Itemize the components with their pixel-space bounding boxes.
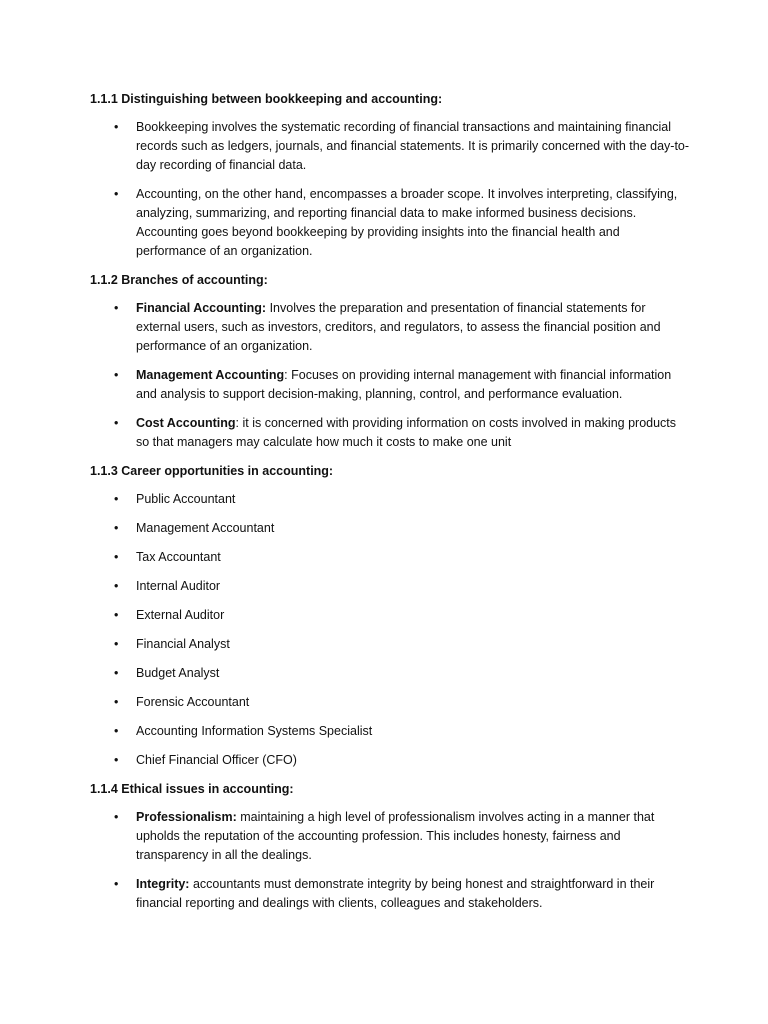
bullet-icon: • [114, 724, 119, 738]
bullet-icon: • [114, 416, 119, 430]
item-term: Management Accounting [136, 368, 285, 382]
item-text: : it is concerned with providing information on costs involved in making products so that managers may calculate how much it costs to make one unit [136, 416, 677, 449]
bullet-icon: • [114, 753, 119, 767]
bullet-icon: • [114, 666, 119, 680]
item-text: accountants must demonstrate integrity by being honest and straightforward in their financial reporting and dealings with clients, colleagues and stakeholders. [136, 877, 655, 910]
list-item [90, 185, 690, 261]
bullet-icon: • [114, 579, 119, 593]
list-item [90, 722, 690, 741]
bullet-icon: • [114, 637, 119, 651]
bullet-icon: • [114, 368, 119, 382]
section-heading: 1.1.1 Distinguishing between bookkeeping and accounting: [90, 92, 443, 106]
list-item [90, 693, 690, 712]
list-item [90, 635, 690, 654]
item-text: maintaining a high level of professionalism involves acting in a manner that upholds the reputation of the accounting profession. This includes honesty, fairness and transparency in all the dealings. [136, 810, 655, 862]
item-text: External Auditor [136, 608, 225, 622]
document-page [90, 90, 690, 923]
item-text: Chief Financial Officer (CFO) [136, 753, 297, 767]
item-text: Bookkeeping involves the systematic recording of financial transactions and maintaining financial records such as ledgers, journals, and financial statements. It is primarily concerned with the day-to-day recording of financial data. [136, 120, 690, 172]
bullet-icon: • [114, 550, 119, 564]
item-text: : Focuses on providing internal management with financial information and analysis to support decision-making, planning, control, and performance evaluation. [136, 368, 672, 401]
section-heading: 1.1.2 Branches of accounting: [90, 273, 268, 287]
item-term: Financial Accounting: [136, 301, 267, 315]
item-text: Public Accountant [136, 492, 236, 506]
bullet-icon: • [114, 877, 119, 891]
bullet-icon: • [114, 521, 119, 535]
bullet-icon: • [114, 120, 119, 134]
item-text: Budget Analyst [136, 666, 220, 680]
list-item [90, 490, 690, 509]
section-heading: 1.1.4 Ethical issues in accounting: [90, 782, 294, 796]
item-term: Integrity: [136, 877, 190, 891]
bullet-icon: • [114, 810, 119, 824]
list-item [90, 808, 690, 865]
bullet-list [90, 490, 690, 770]
list-item [90, 751, 690, 770]
list-item [90, 118, 690, 175]
item-text: Accounting, on the other hand, encompasses a broader scope. It involves interpreting, classifying, analyzing, summarizing, and reporting financial data to make informed business decisions. Accounting goes beyond bookkeeping by providing insights into the financial health and performance of an organization. [136, 187, 678, 258]
list-item [90, 875, 690, 913]
list-item [90, 606, 690, 625]
list-item [90, 299, 690, 356]
list-item [90, 664, 690, 683]
item-term: Cost Accounting [136, 416, 236, 430]
bullet-list [90, 299, 690, 452]
bullet-icon: • [114, 187, 119, 201]
list-item [90, 548, 690, 567]
item-term: Professionalism: [136, 810, 237, 824]
bullet-icon: • [114, 492, 119, 506]
bullet-icon: • [114, 301, 119, 315]
item-text: Involves the preparation and presentation of financial statements for external users, such as investors, creditors, and regulators, to assess the financial position and performance of an organization. [136, 301, 661, 353]
item-text: Internal Auditor [136, 579, 221, 593]
list-item [90, 519, 690, 538]
list-item [90, 366, 690, 404]
item-text: Management Accountant [136, 521, 275, 535]
section-heading: 1.1.3 Career opportunities in accounting: [90, 464, 334, 478]
bullet-icon: • [114, 608, 119, 622]
item-text: Financial Analyst [136, 637, 230, 651]
item-text: Accounting Information Systems Specialist [136, 724, 373, 738]
list-item [90, 414, 690, 452]
bullet-icon: • [114, 695, 119, 709]
item-text: Forensic Accountant [136, 695, 250, 709]
bullet-list [90, 808, 690, 913]
bullet-list [90, 118, 690, 261]
item-text: Tax Accountant [136, 550, 221, 564]
list-item [90, 577, 690, 596]
